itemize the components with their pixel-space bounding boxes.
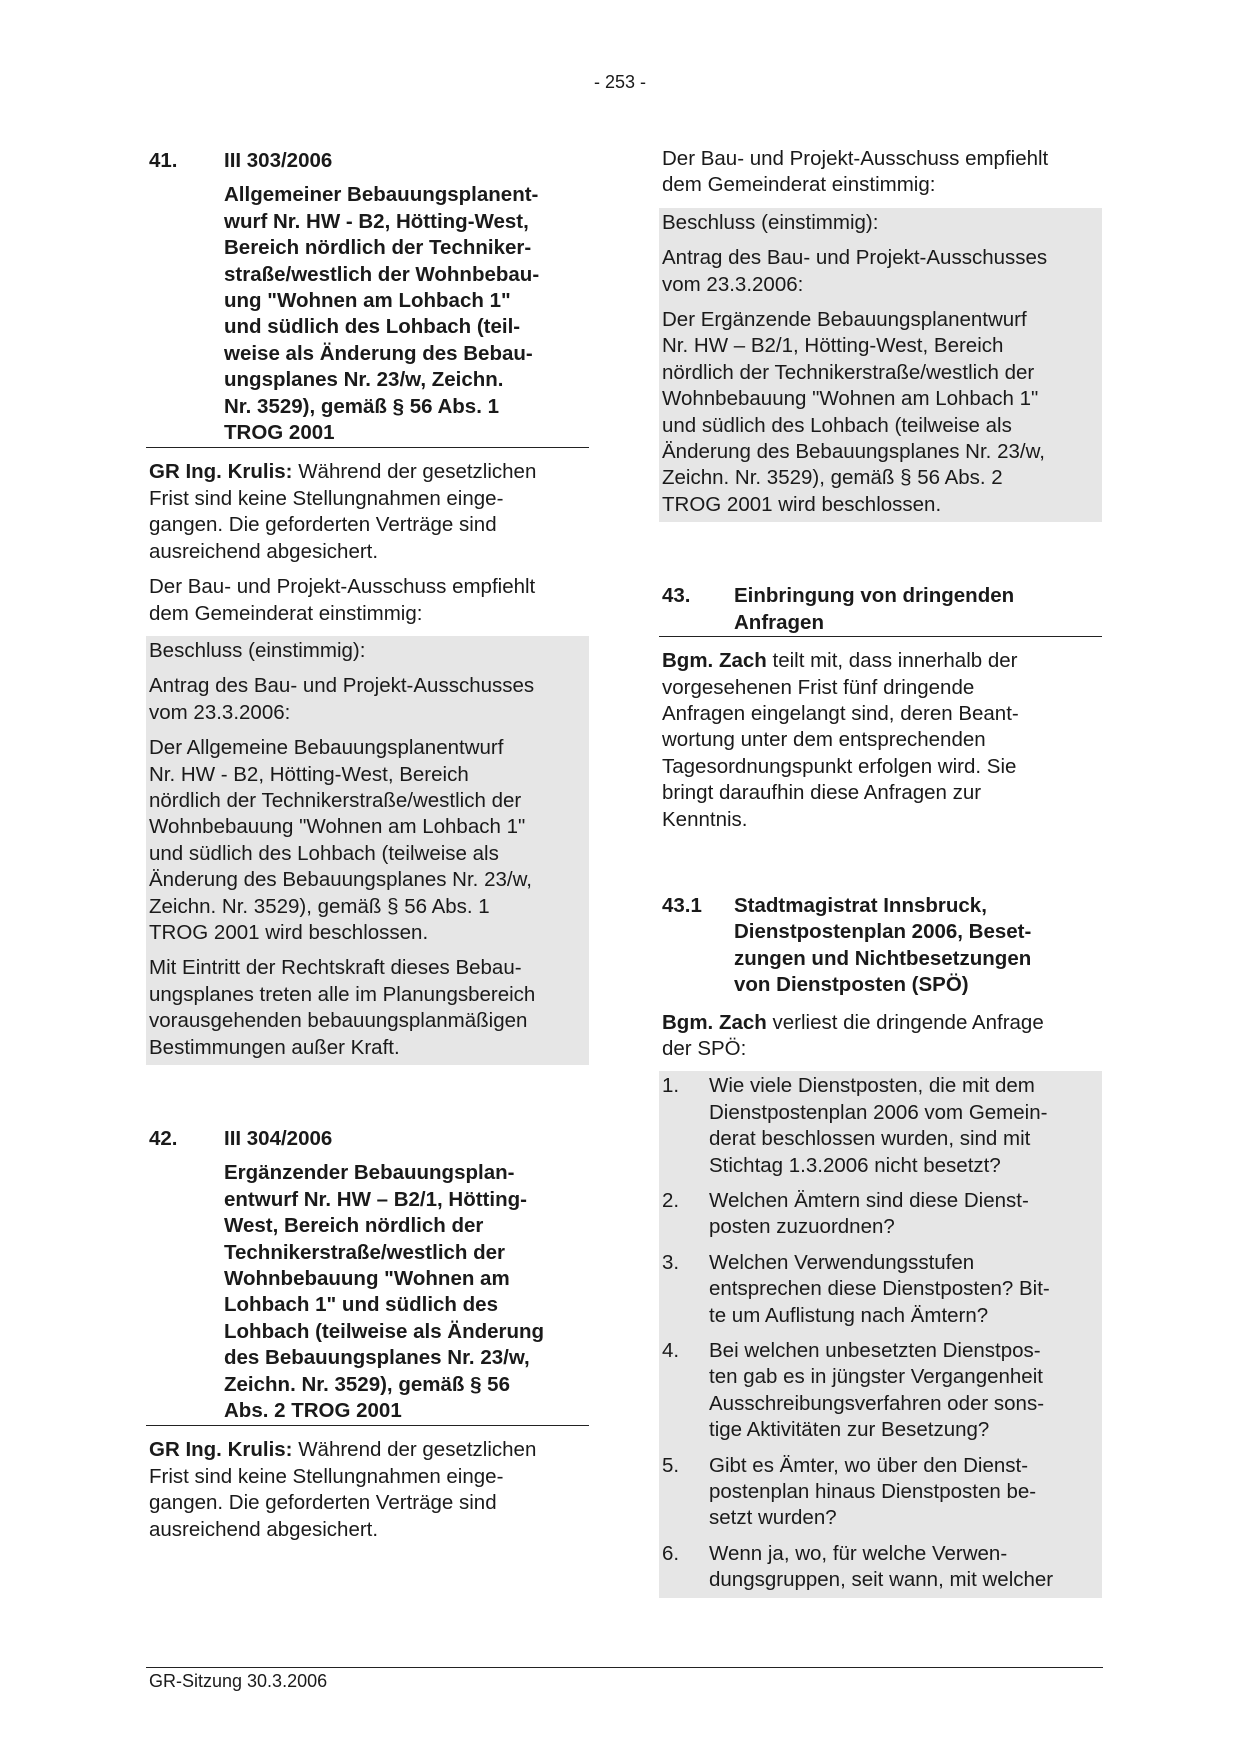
announcement-line: Tagesordnungspunkt erfolgen wird. Sie bbox=[662, 754, 1017, 778]
statement-line: gangen. Die geforderten Verträge sind bbox=[149, 513, 497, 537]
resolution-line: Zeichn. Nr. 3529), gemäß § 56 Abs. 2 bbox=[662, 466, 1003, 490]
question-list bbox=[659, 1071, 1102, 1597]
resolution-text bbox=[149, 735, 586, 946]
resolution-line: TROG 2001 wird beschlossen. bbox=[149, 920, 429, 944]
question-item bbox=[662, 1453, 1099, 1532]
title-line: Nr. 3529), gemäß § 56 Abs. 1 bbox=[224, 394, 499, 418]
question-line: setzt wurden? bbox=[709, 1506, 837, 1530]
question-number: 3. bbox=[662, 1250, 680, 1274]
title-line: Lohbach (teilweise als Änderung bbox=[224, 1319, 545, 1343]
statement-line: Frist sind keine Stellungnahmen einge- bbox=[149, 486, 504, 510]
decision-label: Beschluss (einstimmig): bbox=[662, 210, 879, 234]
title-line: Dienstpostenplan 2006, Beset- bbox=[734, 920, 1032, 944]
decision-label: Beschluss (einstimmig): bbox=[149, 638, 366, 662]
announcement-line: vorgesehenen Frist fünf dringende bbox=[662, 675, 975, 699]
page-number: - 253 - bbox=[593, 72, 647, 92]
title-line: wurf Nr. HW - B2, Hötting-West, bbox=[224, 209, 529, 233]
item-number: 43. bbox=[662, 584, 691, 608]
recommendation-line: Der Bau- und Projekt-Ausschuss empfiehlt bbox=[149, 575, 536, 599]
item-41-heading bbox=[146, 148, 589, 174]
title-line: TROG 2001 bbox=[224, 421, 335, 445]
question-number: 4. bbox=[662, 1339, 680, 1363]
intro-line: der SPÖ: bbox=[662, 1036, 747, 1060]
question-number: 6. bbox=[662, 1541, 680, 1565]
question-line: tige Aktivitäten zur Besetzung? bbox=[709, 1418, 990, 1442]
statement-line: Während der gesetzlichen bbox=[292, 460, 537, 484]
question-number: 1. bbox=[662, 1074, 680, 1098]
title-line: Wohnbebauung "Wohnen am bbox=[224, 1267, 510, 1291]
footer-divider bbox=[146, 1667, 1103, 1668]
question-line: entsprechen diese Dienstposten? Bit- bbox=[709, 1277, 1050, 1301]
resolution-line: und südlich des Lohbach (teilweise als bbox=[149, 841, 499, 865]
title-line: Abs. 2 TROG 2001 bbox=[224, 1399, 402, 1423]
question-number: 2. bbox=[662, 1189, 680, 1212]
title-line: straße/westlich der Wohnbebau- bbox=[224, 262, 540, 286]
question-line: Dienstpostenplan 2006 vom Gemein- bbox=[709, 1100, 1048, 1124]
title-line: Bereich nördlich der Techniker- bbox=[224, 236, 532, 260]
motion-line: vom 23.3.2006: bbox=[149, 700, 291, 724]
title-line: von Dienstposten (SPÖ) bbox=[734, 973, 969, 997]
item-41-title bbox=[146, 174, 589, 448]
motion-line: Antrag des Bau- und Projekt-Ausschusses bbox=[149, 674, 535, 698]
recommendation bbox=[659, 146, 1102, 199]
item-title bbox=[734, 893, 1102, 999]
item-42 bbox=[146, 1126, 589, 1543]
resolution-line: Der Ergänzende Bebauungsplanentwurf bbox=[662, 308, 1027, 332]
resolution-line: und südlich des Lohbach (teilweise als bbox=[662, 413, 1012, 437]
question-item bbox=[662, 1073, 1099, 1179]
recommendation-line: Der Bau- und Projekt-Ausschuss empfiehlt bbox=[662, 147, 1049, 170]
question-text bbox=[709, 1541, 1099, 1594]
item-number: 42. bbox=[149, 1127, 178, 1150]
motion-text bbox=[662, 245, 1099, 298]
announcement bbox=[659, 648, 1102, 833]
question-line: te um Auflistung nach Ämtern? bbox=[709, 1303, 989, 1327]
resolution-line: Änderung des Bebauungsplanes Nr. 23/w, bbox=[149, 868, 532, 892]
recommendation bbox=[146, 574, 589, 627]
item-number: 43.1 bbox=[662, 893, 702, 917]
title-line: Ergänzender Bebauungsplan- bbox=[224, 1161, 515, 1185]
effect-text bbox=[149, 955, 586, 1061]
item-41 bbox=[146, 148, 589, 1065]
question-line: ten gab es in jüngster Vergangenheit bbox=[709, 1365, 1043, 1389]
speaker-name: Bgm. Zach bbox=[662, 1010, 767, 1034]
resolution-line: Der Allgemeine Bebauungsplanentwurf bbox=[149, 736, 504, 760]
speaker-statement bbox=[146, 1437, 589, 1543]
question-text bbox=[709, 1453, 1099, 1532]
question-item bbox=[662, 1188, 1099, 1241]
question-text bbox=[709, 1338, 1099, 1444]
resolution-box bbox=[146, 636, 589, 1065]
statement-line: Frist sind keine Stellungnahmen einge- bbox=[149, 1464, 504, 1488]
question-line: Stichtag 1.3.2006 nicht besetzt? bbox=[709, 1153, 1001, 1177]
speaker-name: GR Ing. Krulis: bbox=[149, 460, 293, 484]
item-reference: III 304/2006 bbox=[224, 1127, 333, 1150]
footer-session-label: GR-Sitzung 30.3.2006 bbox=[149, 1671, 328, 1691]
item-43-1 bbox=[659, 893, 1102, 1598]
question-line: Ausschreibungsverfahren oder sons- bbox=[709, 1391, 1045, 1415]
resolution-line: nördlich der Technikerstraße/westlich der bbox=[662, 360, 1035, 384]
item-43-heading bbox=[659, 583, 1102, 637]
motion-line: Antrag des Bau- und Projekt-Ausschusses bbox=[662, 246, 1048, 270]
recommendation-line: dem Gemeinderat einstimmig: bbox=[149, 601, 423, 625]
title-line: und südlich des Lohbach (teil- bbox=[224, 315, 521, 339]
question-item bbox=[662, 1338, 1099, 1444]
title-line: entwurf Nr. HW – B2/1, Hötting- bbox=[224, 1187, 527, 1211]
resolution-line: Nr. HW - B2, Hötting-West, Bereich bbox=[149, 762, 469, 786]
item-42-heading bbox=[146, 1126, 589, 1152]
resolution-line: Zeichn. Nr. 3529), gemäß § 56 Abs. 1 bbox=[149, 894, 490, 918]
resolution-line: TROG 2001 wird beschlossen. bbox=[662, 492, 942, 516]
resolution-box bbox=[659, 208, 1102, 522]
item-title bbox=[734, 583, 1102, 636]
question-line: Gibt es Ämter, wo über den Dienst- bbox=[709, 1453, 1029, 1477]
announcement-line: wortung unter dem entsprechenden bbox=[662, 728, 986, 752]
right-column bbox=[659, 146, 1102, 1598]
item-42-continuation bbox=[659, 146, 1102, 522]
motion-line: vom 23.3.2006: bbox=[662, 272, 804, 296]
title-line: des Bebauungsplanes Nr. 23/w, bbox=[224, 1346, 530, 1370]
speaker-name: Bgm. Zach bbox=[662, 649, 767, 673]
item-42-title bbox=[146, 1152, 589, 1426]
question-line: postenplan hinaus Dienstposten be- bbox=[709, 1480, 1037, 1504]
title-line: Einbringung von dringenden bbox=[734, 584, 1015, 608]
title-line: Lohbach 1" und südlich des bbox=[224, 1293, 498, 1317]
title-line: West, Bereich nördlich der bbox=[224, 1214, 484, 1238]
announcement-line: Kenntnis. bbox=[662, 807, 748, 831]
announcement-line: teilt mit, dass innerhalb der bbox=[766, 649, 1018, 673]
title-line: Allgemeiner Bebauungsplanent- bbox=[224, 183, 539, 207]
question-item bbox=[662, 1250, 1099, 1329]
question-text bbox=[709, 1188, 1099, 1241]
question-line: Wenn ja, wo, für welche Verwen- bbox=[709, 1541, 1008, 1565]
resolution-line: Änderung des Bebauungsplanes Nr. 23/w, bbox=[662, 440, 1045, 464]
question-line: Welchen Verwendungsstufen bbox=[709, 1250, 975, 1274]
question-text bbox=[709, 1073, 1099, 1179]
question-line: Welchen Ämtern sind diese Dienst- bbox=[709, 1189, 1029, 1212]
question-line: Bei welchen unbesetzten Dienstpos- bbox=[709, 1339, 1041, 1363]
statement-line: gangen. Die geforderten Verträge sind bbox=[149, 1491, 497, 1515]
title-line: zungen und Nichtbesetzungen bbox=[734, 946, 1032, 970]
title-line: weise als Änderung des Bebau- bbox=[224, 341, 533, 365]
question-number: 5. bbox=[662, 1453, 680, 1477]
item-number: 41. bbox=[149, 149, 178, 172]
title-line: ung "Wohnen am Lohbach 1" bbox=[224, 289, 511, 313]
effect-line: ungsplanes treten alle im Planungsbereich bbox=[149, 982, 536, 1006]
item-43-1-heading bbox=[659, 893, 1102, 999]
title-line: Anfragen bbox=[734, 610, 824, 634]
item-43 bbox=[659, 583, 1102, 833]
recommendation-line: dem Gemeinderat einstimmig: bbox=[662, 173, 936, 197]
question-line: derat beschlossen wurden, sind mit bbox=[709, 1127, 1031, 1151]
resolution-line: Wohnbebauung "Wohnen am Lohbach 1" bbox=[662, 387, 1039, 411]
question-line: Wie viele Dienstposten, die mit dem bbox=[709, 1074, 1035, 1098]
inquiry-intro bbox=[659, 1010, 1102, 1063]
announcement-line: bringt daraufhin diese Anfragen zur bbox=[662, 781, 982, 805]
question-text bbox=[709, 1250, 1099, 1329]
motion-text bbox=[149, 673, 586, 726]
left-column bbox=[146, 148, 589, 1543]
effect-line: Bestimmungen außer Kraft. bbox=[149, 1035, 400, 1059]
resolution-text bbox=[662, 307, 1099, 518]
statement-line: Während der gesetzlichen bbox=[292, 1438, 537, 1462]
question-line: posten zuzuordnen? bbox=[709, 1215, 895, 1239]
speaker-statement bbox=[146, 459, 589, 565]
title-line: Zeichn. Nr. 3529), gemäß § 56 bbox=[224, 1372, 510, 1396]
question-line: dungsgruppen, seit wann, mit welcher bbox=[709, 1568, 1054, 1592]
effect-line: Mit Eintritt der Rechtskraft dieses Bebau- bbox=[149, 956, 522, 980]
speaker-name: GR Ing. Krulis: bbox=[149, 1438, 293, 1462]
title-line: Stadtmagistrat Innsbruck, bbox=[734, 893, 987, 917]
statement-line: ausreichend abgesichert. bbox=[149, 539, 379, 563]
intro-line: verliest die dringende Anfrage bbox=[766, 1010, 1044, 1034]
title-line: Technikerstraße/westlich der bbox=[224, 1240, 506, 1264]
resolution-line: Nr. HW – B2/1, Hötting-West, Bereich bbox=[662, 334, 1004, 358]
title-line: ungsplanes Nr. 23/w, Zeichn. bbox=[224, 368, 504, 392]
statement-line: ausreichend abgesichert. bbox=[149, 1517, 379, 1541]
question-item bbox=[662, 1541, 1099, 1594]
announcement-line: Anfragen eingelangt sind, deren Beant- bbox=[662, 701, 1019, 725]
effect-line: vorausgehenden bebauungsplanmäßigen bbox=[149, 1009, 528, 1033]
resolution-line: Wohnbebauung "Wohnen am Lohbach 1" bbox=[149, 815, 526, 839]
resolution-line: nördlich der Technikerstraße/westlich der bbox=[149, 788, 522, 812]
item-reference: III 303/2006 bbox=[224, 149, 333, 172]
